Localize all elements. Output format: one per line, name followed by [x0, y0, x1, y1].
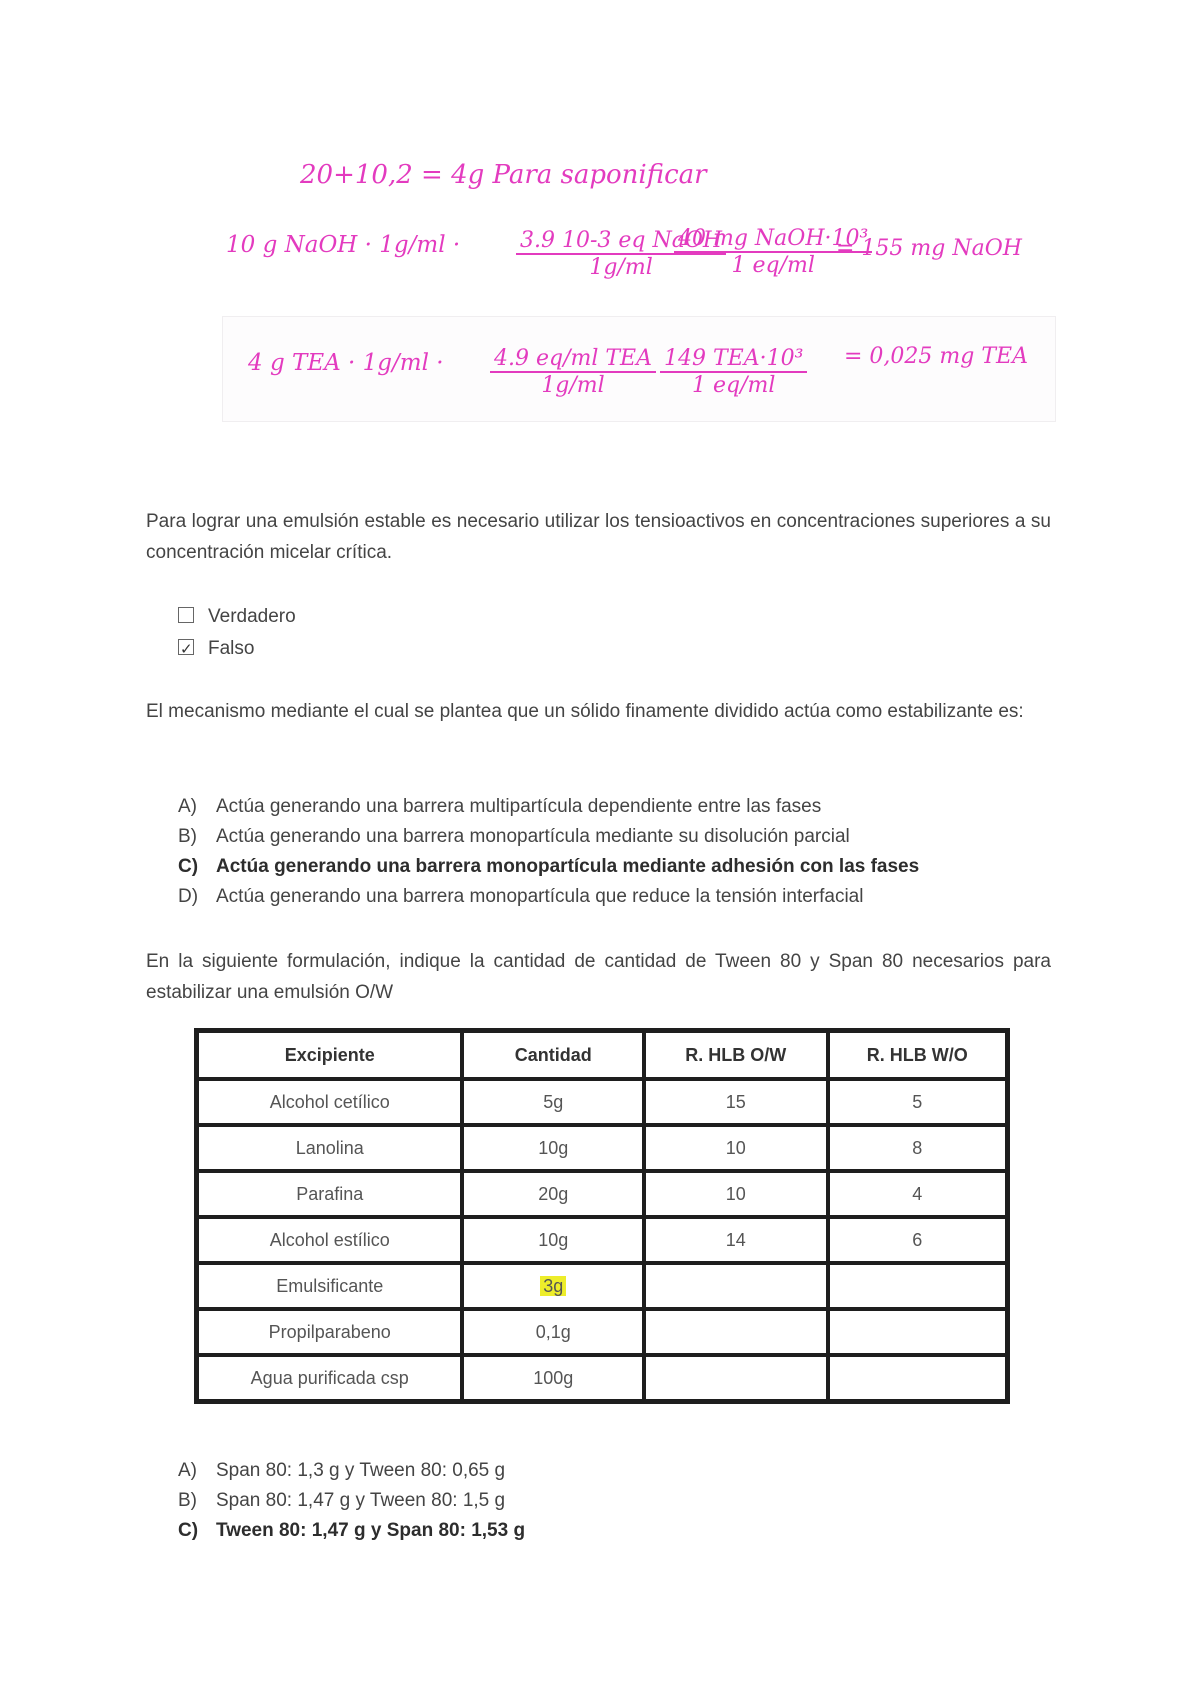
question-1-option-false[interactable]: [178, 634, 254, 664]
table-header-row: [197, 1031, 1008, 1080]
question-2-option-b[interactable]: B) Actúa generando una barrera monopartícula mediante su disolución parcial: [178, 826, 850, 847]
table-cell: 10g: [462, 1217, 644, 1263]
question-3-option-b[interactable]: B) Span 80: 1,47 g y Tween 80: 1,5 g: [178, 1490, 506, 1511]
table-cell: [462, 1263, 644, 1309]
table-cell: 100g: [462, 1355, 644, 1402]
option-label: Verdadero: [208, 606, 296, 627]
table-cell: 10: [644, 1171, 827, 1217]
question-2-text: El mecanismo mediante el cual se plantea que un sólido finamente dividido actúa como estabilizante es:: [146, 701, 1024, 722]
table-cell: [828, 1355, 1008, 1402]
question-3-option-c[interactable]: C) Tween 80: 1,47 g y Span 80: 1,53 g: [178, 1520, 526, 1541]
note-line-2-result: = 155 mg NaOH: [836, 236, 1022, 261]
table-cell: Agua purificada csp: [197, 1355, 463, 1402]
table-header-cell: R. HLB W/O: [828, 1031, 1008, 1080]
table-cell: Emulsificante: [197, 1263, 463, 1309]
question-1-text: Para lograr una emulsión estable es necesario utilizar los tensioactivos en concentraciones superiores a su concentración micelar crítica.: [146, 511, 1051, 563]
table-header-cell: Cantidad: [462, 1031, 644, 1080]
note-line-3-frac-2: 149 TEA·10³ 1 eq/ml: [660, 346, 807, 398]
checked-checkbox-icon[interactable]: [178, 639, 194, 655]
table-cell: Propilparabeno: [197, 1309, 463, 1355]
table-row: [197, 1125, 1008, 1171]
question-3-text: En la siguiente formulación, indique la cantidad de cantidad de Tween 80 y Span 80 necesarios para estabilizar una emulsión O/W: [146, 951, 1051, 1003]
table-row: [197, 1263, 1008, 1309]
question-2-option-c[interactable]: C) Actúa generando una barrera monopartícula mediante adhesión con las fases: [178, 856, 920, 877]
note-line-1: 20+10,2 = 4g Para saponificar: [300, 160, 707, 190]
question-2-option-a[interactable]: A) Actúa generando una barrera multipartícula dependiente entre las fases: [178, 796, 822, 817]
table-cell: 5g: [462, 1079, 644, 1125]
question-2-option-d[interactable]: D) Actúa generando una barrera monopartícula que reduce la tensión interfacial: [178, 886, 864, 907]
table-cell: 8: [828, 1125, 1008, 1171]
table-cell: [644, 1355, 827, 1402]
table-cell: 10: [644, 1125, 827, 1171]
table-header-cell: R. HLB O/W: [644, 1031, 827, 1080]
table-header-cell: Excipiente: [197, 1031, 463, 1080]
note-line-3-frac-1: 4.9 eq/ml TEA 1g/ml: [490, 346, 656, 398]
table-cell: 10g: [462, 1125, 644, 1171]
table-cell: 5: [828, 1079, 1008, 1125]
table-cell: Parafina: [197, 1171, 463, 1217]
question-3-option-a[interactable]: A) Span 80: 1,3 g y Tween 80: 0,65 g: [178, 1460, 506, 1481]
table-cell: 0,1g: [462, 1309, 644, 1355]
note-line-2-frac-1: 3.9 10-3 eq NaOH 1g/ml: [516, 228, 726, 280]
table-cell: Lanolina: [197, 1125, 463, 1171]
table-cell: 14: [644, 1217, 827, 1263]
note-line-2-frac-2: 40 mg NaOH·10³ 1 eq/ml: [674, 226, 872, 278]
table-cell: 20g: [462, 1171, 644, 1217]
table-row: [197, 1309, 1008, 1355]
table-row: [197, 1079, 1008, 1125]
table-row: [197, 1171, 1008, 1217]
table-cell: Alcohol cetílico: [197, 1079, 463, 1125]
table-cell: 15: [644, 1079, 827, 1125]
formulation-table: [194, 1028, 1010, 1404]
question-1-option-true[interactable]: [178, 602, 296, 632]
note-line-2-left: 10 g NaOH · 1g/ml ·: [226, 232, 461, 258]
table-row: [197, 1355, 1008, 1402]
table-cell: [828, 1263, 1008, 1309]
note-line-3-left: 4 g TEA · 1g/ml ·: [248, 350, 444, 376]
note-line-3-result: = 0,025 mg TEA: [844, 344, 1028, 369]
table-cell: 6: [828, 1217, 1008, 1263]
table-cell: [828, 1309, 1008, 1355]
highlighted-value: 3g: [540, 1276, 566, 1296]
table-cell: Alcohol estílico: [197, 1217, 463, 1263]
table-cell: [644, 1263, 827, 1309]
checkbox-icon[interactable]: [178, 607, 194, 623]
table-row: [197, 1217, 1008, 1263]
table-cell: [644, 1309, 827, 1355]
option-label: Falso: [208, 638, 255, 659]
table-cell: 4: [828, 1171, 1008, 1217]
